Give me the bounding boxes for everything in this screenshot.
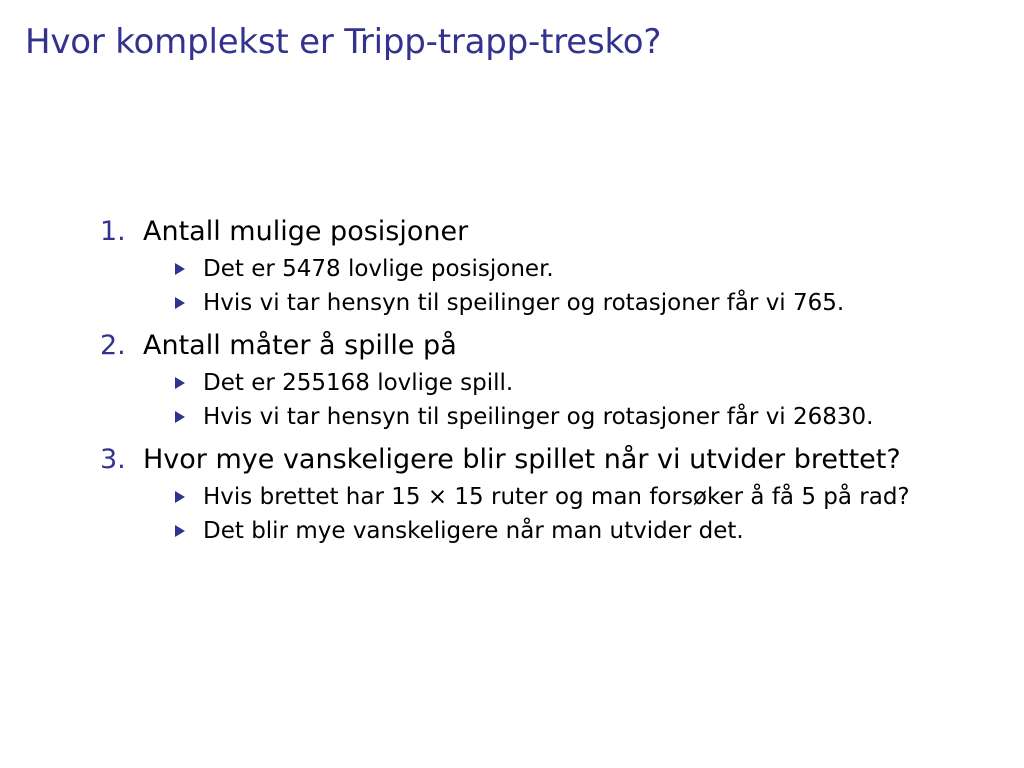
item-number: 2. (100, 330, 126, 361)
sub-list (100, 252, 1000, 320)
sub-item-text: Hvis brettet har 15 × 15 ruter og man forsøker å få 5 på rad? (203, 484, 910, 510)
triangle-bullet-icon (175, 491, 185, 503)
sub-item (100, 252, 1000, 286)
sub-item-text: Det er 255168 lovlige spill. (203, 370, 514, 396)
triangle-bullet-icon (175, 263, 185, 275)
content-list (100, 212, 1000, 548)
sub-item-text: Hvis vi tar hensyn til speilinger og rotasjoner får vi 26830. (203, 404, 874, 430)
sub-item (100, 286, 1000, 320)
list-item-row (100, 212, 1000, 252)
sub-item-text: Hvis vi tar hensyn til speilinger og rotasjoner får vi 765. (203, 290, 845, 316)
triangle-bullet-icon (175, 525, 185, 537)
sub-list (100, 480, 1000, 548)
list-item-3 (100, 440, 1000, 548)
sub-item (100, 400, 1000, 434)
triangle-bullet-icon (175, 297, 185, 309)
item-number: 1. (100, 216, 126, 247)
item-text: Hvor mye vanskeligere blir spillet når vi utvider brettet? (143, 444, 901, 475)
sub-list (100, 366, 1000, 434)
list-item-row (100, 326, 1000, 366)
item-number: 3. (100, 444, 126, 475)
triangle-bullet-icon (175, 377, 185, 389)
list-item-row (100, 440, 1000, 480)
list-item-2 (100, 326, 1000, 434)
sub-item (100, 366, 1000, 400)
sub-item (100, 514, 1000, 548)
sub-item-text: Det blir mye vanskeligere når man utvider det. (203, 518, 744, 544)
list-item-1 (100, 212, 1000, 320)
item-text: Antall måter å spille på (143, 330, 457, 361)
sub-item-text: Det er 5478 lovlige posisjoner. (203, 256, 554, 282)
sub-item (100, 480, 1000, 514)
triangle-bullet-icon (175, 411, 185, 423)
slide-title: Hvor komplekst er Tripp-trapp-tresko? (25, 22, 662, 62)
item-text: Antall mulige posisjoner (143, 216, 469, 247)
